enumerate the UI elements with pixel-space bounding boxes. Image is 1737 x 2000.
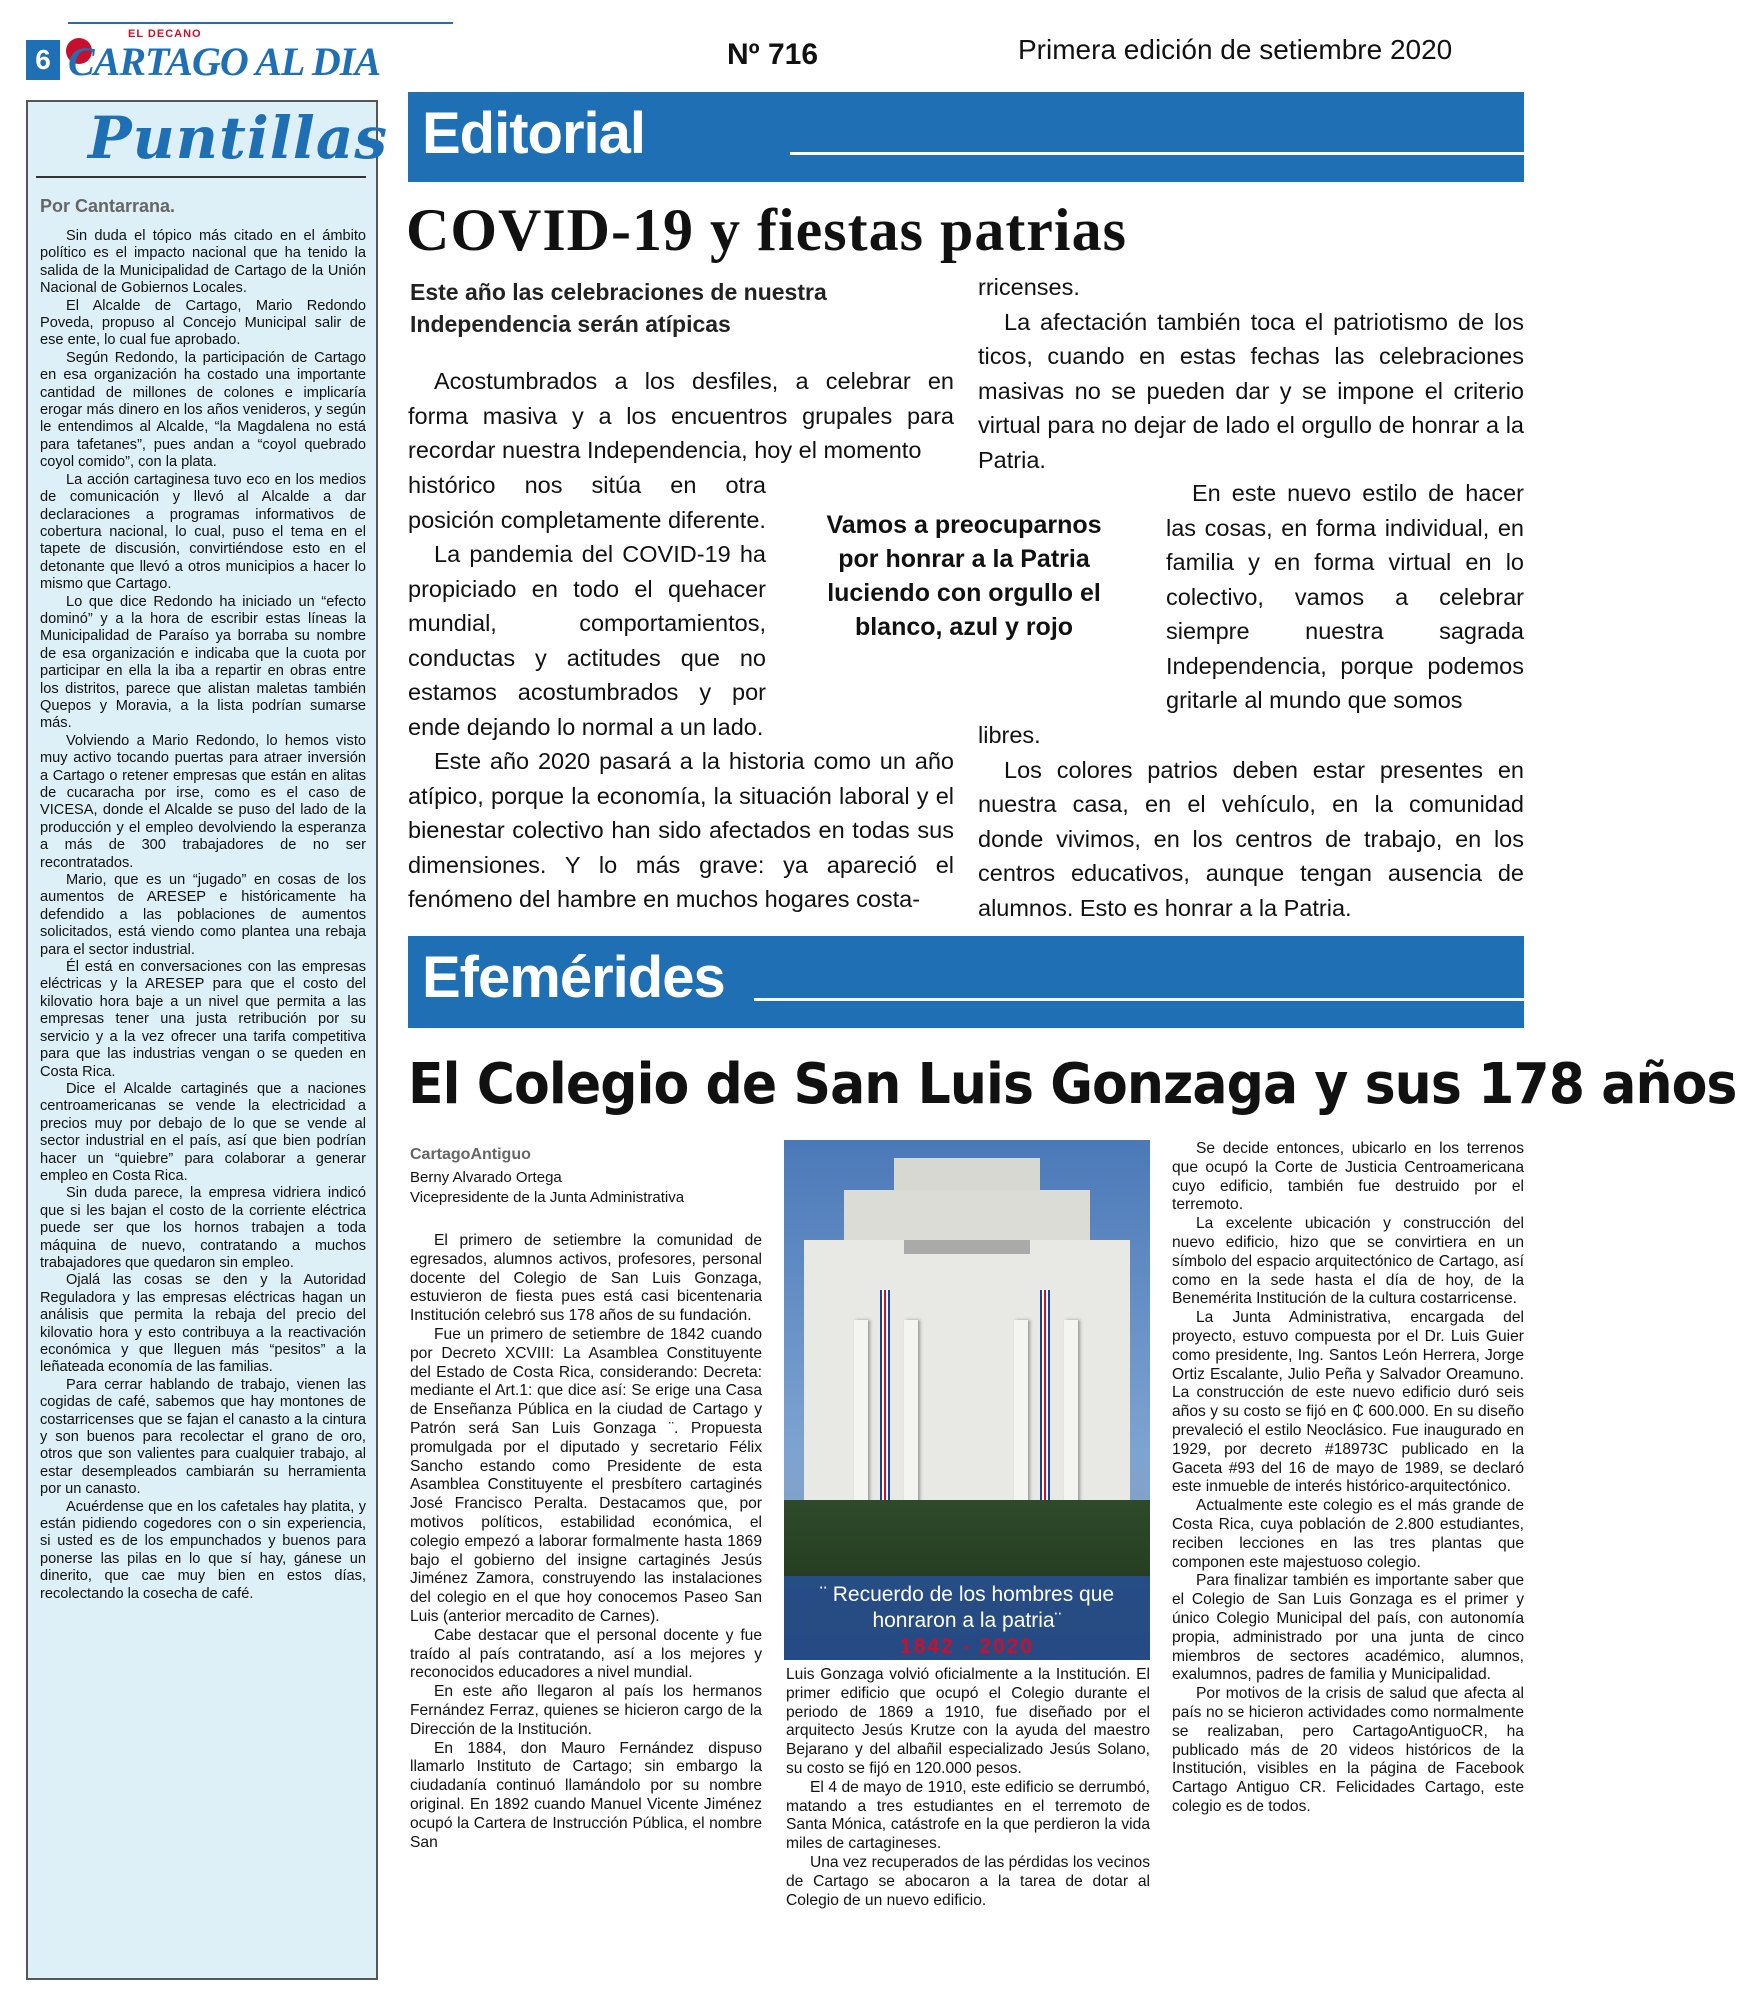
edition-date: Primera edición de setiembre 2020 (1018, 34, 1453, 65)
sidebar-paragraph: Sin duda parece, la empresa vidriera indicó que si les bajan el costo de la corriente eléctrica puede ser que los hornos trabajen a toda máquina de nuevo, contratando a muchos trabajadores que quedaron sin empleo. (40, 1185, 366, 1271)
sidebar-title: Puntillas (88, 104, 389, 172)
logo-name: CARTAGO AL DIA (68, 39, 380, 84)
efemerides-headline: El Colegio de San Luis Gonzaga y sus 178 años (408, 1052, 1737, 1117)
sidebar-paragraph: Según Redondo, la participación de Cartago en esa organización ha costado una importante cantidad de millones de colones e implicaría erogar más dinero en los años venideros, y según le entendimos al Alcalde, “la Magdalena no está para tafetanes”, pues andan a “coyol quebrado coyol comido”, con la plata. (40, 349, 366, 471)
efemerides-section-bar (408, 936, 1524, 1028)
editorial-paragraph: rricenses. (978, 274, 1080, 300)
sidebar-paragraph: Ojalá las cosas se den y la Autoridad Reguladora y las empresas eléctricas hagan un análisis que permita la rebaja del precio del kilovatio hora y esto contribuya a la reactivación económica y que lleguen más “pesitos” a la leñateada economía de las familias. (40, 1272, 366, 1376)
sidebar-paragraph: Lo que dice Redondo ha iniciado un “efecto dominó” y a la hora de escribir estas líneas la Municipalidad de Paraíso ya borraba su nombre de esa organización e indicaba que la cuota por participar en ella la iba a repartir en obras entre los distritos, parece que alistan maletas también Quepos y Moravia, a la lista podrían sumarse más. (40, 593, 366, 732)
sidebar-paragraph: Él está en conversaciones con las empresas eléctricas y la ARESEP para que el costo del kilovatio hora baje a un nivel que permita a las empresas tener una justa retribución por su servicio y a la vez ofrecer una tarifa competitiva para que las industrias vengan o se queden en Costa Rica. (40, 959, 366, 1080)
article-paragraph: Fue un primero de setiembre de 1842 cuando por Decreto XCVIII: La Asamblea Constituyente del Estado de Costa Rica, considerando: Decreta: mediante el Art.1: que dice así: Se erige una Casa de Enseñanza Pública en la ciudad de Cartago y Patrón será San Luis Gonzaga ¨. Propuesta promulgada por el diputado y secretario Félix Sancho estando como Presidente de esta Asamblea Constituyente el presbítero cartaginés José Francisco Peralta. Destacamos que, por motivos políticos, estabilidad económica, el colegio empezó a laborar formalmente hasta 1869 bajo el gobierno del insigne cartaginés Jesús Jiménez Zamora, construyendo las instalaciones del colegio en el que hoy conocemos Paseo San Luis (anterior mercadito de Carnes). (410, 1325, 762, 1625)
article-paragraph: Se decide entonces, ubicarlo en los terrenos que ocupó la Corte de Justicia Centroamericana cuyo edificio, también fue destruido por el terremoto. (1172, 1140, 1524, 1214)
article-paragraph: Luis Gonzaga volvió oficialmente a la Institución. El primer edificio que ocupó el Colegio durante el periodo de 1869 a 1910, fue diseñado por el arquitecto Jesús Krutze con la ayuda del maestro Bejarano y del albañil especializado Jesús Solano, su costo se fijó en 120.000 pesos. (786, 1666, 1150, 1777)
article-paragraph: Por motivos de la crisis de salud que afecta al país no se hicieron actividades como normalmente se realizaban, pero CartagoAntiguoCR, ha publicado más de 20 videos históricos de la Institución, visibles en la página de Facebook Cartago Antiguo CR. Felicidades Cartago, este colegio es de todos. (1172, 1685, 1524, 1815)
sidebar-body (40, 228, 366, 1603)
article-paragraph: Una vez recuperados de las pérdidas los vecinos de Cartago se abocaron a la tarea de dotar al Colegio de un nuevo edificio. (786, 1853, 1150, 1909)
building-sign (904, 1240, 1030, 1254)
editorial-subhead: Este año las celebraciones de nuestra Independencia serán atípicas (410, 279, 827, 337)
page-number: 6 (26, 40, 60, 80)
sidebar-byline: Por Cantarrana. (40, 196, 176, 216)
building-column (1014, 1320, 1028, 1530)
header-rule (68, 22, 453, 24)
editorial-paragraph: histórico nos sitúa en otra posición completamente diferente. (408, 472, 766, 533)
photo-caption-years: 1842 - 2020 (899, 1635, 1035, 1658)
editorial-section-label: Editorial (422, 101, 646, 166)
editorial-column-1-narrow (408, 468, 766, 744)
efemerides-bar-rule (754, 998, 1524, 1001)
article-source: CartagoAntiguo (410, 1146, 531, 1163)
author-name: Berny Alvarado Ortega (410, 1169, 562, 1186)
photo-caption (784, 1576, 1150, 1660)
editorial-paragraph: Este año 2020 pasará a la historia como un año atípico, porque la economía, la situación laboral y el bienestar colectivo han sido afectados en todas sus dimensiones. Y lo más grave: ya apareció el fenómeno del hambre en muchos hogares costa- (408, 748, 954, 912)
sidebar-paragraph: La acción cartaginesa tuvo eco en los medios de comunicación y llevó al Alcalde a dar declaraciones a programas informativos de cobertura nacional, lo cual, puso el tema en el tapete de discusión, convirtiéndose esto en el detonante que llevó a otros municipios a hacer lo mismo que Cartago. (40, 471, 366, 593)
article-paragraph: Actualmente este colegio es el más grande de Costa Rica, cuya población de 2.800 estudiantes, reciben lecciones en las tres plantas que componen este majestuoso colegio. (1172, 1497, 1524, 1571)
editorial-column-1-top (408, 364, 954, 468)
editorial-paragraph: En este nuevo estilo de hacer las cosas, en forma individual, en familia y en forma virtual en lo colectivo, vamos a celebrar siempre nuestra sagrada Independencia, porque podemos gritarle al mundo que somos (1166, 480, 1524, 713)
sidebar-paragraph: Sin duda el tópico más citado en el ámbito político es el impacto nacional que ha tenido la salida de la Municipalidad de Cartago de la Unión Nacional de Gobiernos Locales. (40, 228, 366, 297)
editorial-headline: COVID-19 y fiestas patrias (406, 197, 1127, 263)
editorial-section-bar (408, 92, 1524, 182)
issue-number: Nº 716 (727, 38, 819, 71)
editorial-pull-quote: Vamos a preocuparnos por honrar a la Patria luciendo con orgullo el blanco, azul y rojo (826, 511, 1102, 641)
building-column (854, 1320, 868, 1530)
building-column (1064, 1320, 1078, 1530)
article-paragraph: En 1884, don Mauro Fernández dispuso llamarlo Instituto de Cartago; sin embargo la ciudadanía continuó llamándolo por su nombre original. En 1892 cuando Manuel Vicente Jiménez ocupó la Cartera de Instrucción Pública, el nombre San (410, 1739, 762, 1851)
editorial-column-2-bottom (978, 718, 1524, 925)
building-column (904, 1320, 918, 1530)
sidebar-paragraph: Acuérdense que en los cafetales hay platita, y están pidiendo cogedores con o sin experiencia, si usted es de los empunchados y buenos para ponerse las pilas en lo que sí hay, gánese un dinerito, que cae muy bien en estos días, recolectando la cosecha de café. (40, 1498, 366, 1602)
editorial-paragraph: Los colores patrios deben estar presentes en nuestra casa, en el vehículo, en la comunidad donde vivimos, en los centros de trabajo, en los centros educativos, aunque tengan ausencia de alumnos. Esto es honrar a la Patria. (978, 756, 1524, 921)
flag-drape-icon (880, 1290, 890, 1520)
school-building-photo (784, 1140, 1150, 1660)
article-paragraph: Para finalizar también es importante saber que el Colegio de San Luis Gonzaga es el primer y único Colegio Municipal del país, con autonomía propia, administrado por una junta de cinco miembros de sectores académico, alumnos, exalumnos, padres de familia y Municipalidad. (1172, 1572, 1524, 1684)
editorial-paragraph: libres. (978, 722, 1041, 748)
editorial-bar-rule (790, 152, 1524, 155)
sidebar-paragraph: Dice el Alcalde cartaginés que a naciones centroamericanas se vende la electricidad a precios muy por debajo de lo que se vende al sector industrial en el país, así que bien podrían hacer un “quiebre” para colaborar a generar empleo en Costa Rica. (40, 1080, 366, 1184)
sidebar-paragraph: Para cerrar hablando de trabajo, vienen las cogidas de café, sabemos que hay montones de costarricenses que se fajan el canasto a la cintura y son buenos para recolectar el grano de oro, otros que son valientes para cualquier trabajo, al estar desempleados cambiarán su herramienta por un canasto. (40, 1376, 366, 1498)
editorial-column-2-narrow (1166, 476, 1524, 718)
efemerides-column-3 (1172, 1140, 1524, 1817)
author-role: Vicepresidente de la Junta Administrativa (410, 1189, 685, 1206)
article-paragraph: La excelente ubicación y construcción del nuevo edificio, hizo que se convirtiera en un símbolo del espacio arquitectónico de Cartago, así como en la sede hasta el día de hoy, de la Benemérita Institución de la cultura costarricense. (1172, 1215, 1524, 1308)
sidebar-paragraph: Mario, que es un “jugado” en cosas de los aumentos de ARESEP e históricamente ha defendido a las poblaciones de aumentos solicitados, está viendo como plantea una rebaja para el sector industrial. (40, 872, 366, 958)
efemerides-column-2 (786, 1666, 1150, 1910)
photo-caption-text: ¨ Recuerdo de los hombres que honraron a la patria¨ (819, 1583, 1115, 1632)
sidebar-paragraph: El Alcalde de Cartago, Mario Redondo Poveda, propuso al Concejo Municipal salir de ese ente, lo cual fue aprobado. (40, 297, 366, 349)
flag-drape-icon (1040, 1290, 1050, 1520)
editorial-paragraph: La pandemia del COVID-19 ha propiciado en todo el quehacer mundial, comportamientos, conductas y actitudes que no estamos acostumbrados y por ende dejando lo normal a un lado. (408, 541, 766, 740)
editorial-column-1-bottom (408, 744, 954, 917)
article-paragraph: El primero de setiembre la comunidad de egresados, alumnos activos, profesores, personal docente del Colegio de San Luis Gonzaga, estuvieron de fiesta pues está casi bicentenaria Institución celebró sus 178 años de su fundación. (410, 1232, 762, 1325)
logo-decano: EL DECANO (128, 28, 202, 40)
editorial-paragraph: La afectación también toca el patriotismo de los ticos, cuando en estas fechas las celebraciones masivas no se pueden dar y se impone el criterio virtual para no dejar de lado el orgullo de honrar a la Patria. (978, 308, 1524, 473)
article-author (410, 1168, 684, 1208)
article-paragraph: Cabe destacar que el personal docente y fue traído al país contratando, así a los mejores y reconocidos educadores a nivel mundial. (410, 1626, 762, 1682)
efemerides-section-label: Efemérides (422, 945, 725, 1010)
article-paragraph: En este año llegaron al país los hermanos Fernández Ferraz, quienes se hicieron cargo de la Dirección de la Institución. (410, 1683, 762, 1738)
efemerides-column-1 (410, 1232, 762, 1852)
sidebar-paragraph: Volviendo a Mario Redondo, lo hemos visto muy activo tocando puertas para atraer inversión a Cartago o retener empresas que están en alitas de cucaracha por irse, como es el caso de VICESA, donde el Alcalde se puso del lado de la producción y el empleo devolviendo la esperanza a más de 300 trabajadores de no ser recontratados. (40, 732, 366, 871)
article-paragraph: La Junta Administrativa, encargada del proyecto, estuvo compuesta por el Dr. Luis Guier como presidente, Ing. Santos León Herrera, Jorge Ortiz Escalante, Julio Peña y Salvador Oreamuno. La construcción de este nuevo edificio duró seis años y su costo se fijó en ₵ 600.000. En su diseño prevaleció el estilo Neoclásico. Fue inaugurado en 1929, por decreto #18973C publicado en la Gaceta #93 del 16 de mayo de 1989, se declaró este inmueble de interés histórico-arquitectónico. (1172, 1309, 1524, 1496)
editorial-paragraph: Acostumbrados a los desfiles, a celebrar en forma masiva y a los encuentros grupales para recordar nuestra Independencia, hoy el momento (408, 368, 954, 463)
sidebar-title-rule (36, 176, 366, 178)
editorial-column-2-top (978, 270, 1524, 477)
article-paragraph: El 4 de mayo de 1910, este edificio se derrumbó, matando a tres estudiantes en el terremoto de Santa Mónica, catástrofe en la que perdieron la vida miles de cartagineses. (786, 1778, 1150, 1853)
masthead-logo (68, 28, 380, 84)
